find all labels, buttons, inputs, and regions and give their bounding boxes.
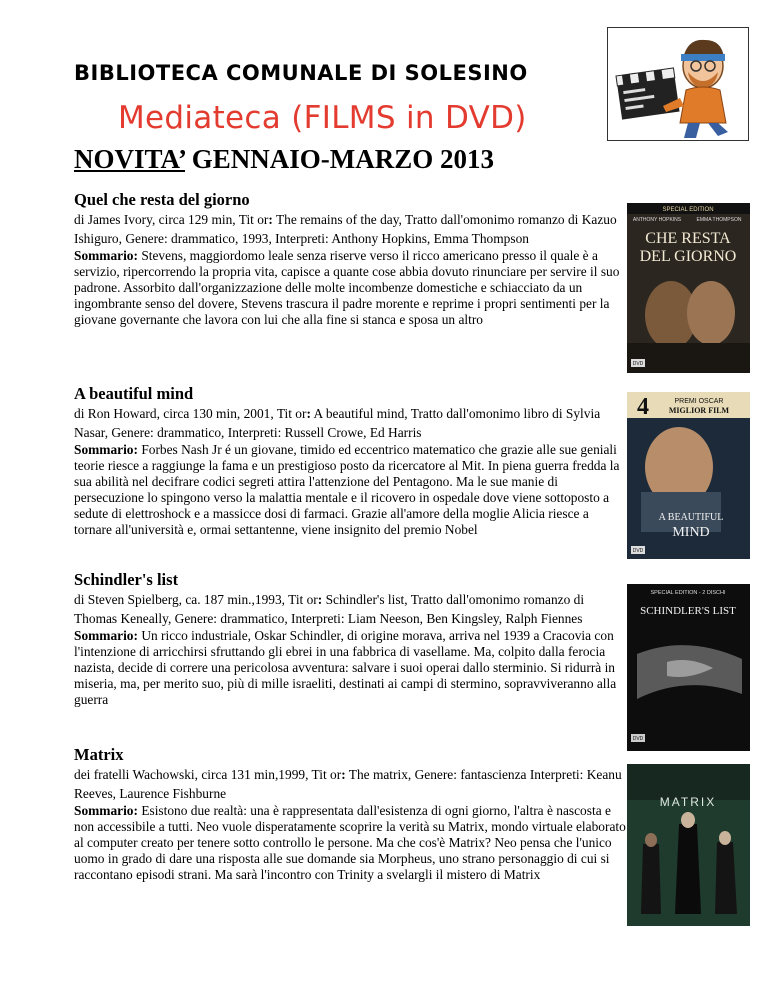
mediateca-title: Mediateca (FILMS in DVD)	[118, 100, 527, 136]
cover-actor2: EMMA THOMPSON	[696, 217, 742, 223]
film-details	[74, 765, 630, 803]
summary-label: Sommario:	[74, 628, 138, 643]
cover-actor1: ANTHONY HOPKINS	[632, 217, 682, 223]
summary-text: Stevens, maggiordomo leale senza riserve verso il ricco americano presso il quale è a servizio, ripercorrendo la propria vita, capisce a quante cose abbia dovuto rinunciare per servire il suo padrone. Assorbito dall'organizzazione delle molte incombenze domestiche e schiacciato da un ingombrante senso del dovere, Stevens trascura il padre morente e reprime i propri sentimenti per la giovane governante che lavora con lui che alla fine si stanca e sposa un altro	[74, 248, 620, 327]
cover-dvd-logo: DVD	[632, 736, 644, 742]
cover-art-icon	[627, 392, 750, 559]
film-entry	[74, 386, 630, 538]
dvd-cover-remains-of-the-day	[627, 203, 750, 373]
details-text: di Steven Spielberg, ca. 187 min.,1993, Tit or	[74, 592, 318, 607]
cover-title-line2: MIND	[672, 525, 710, 540]
clapperboard-icon	[608, 28, 748, 140]
film-details	[74, 210, 630, 248]
cover-edition: SPECIAL EDITION - 2 DISCHI	[650, 590, 726, 596]
novita-word: NOVITA’	[74, 144, 185, 174]
cover-dvd-logo: DVD	[632, 548, 644, 554]
details-colon: :	[306, 406, 311, 421]
cover-art-icon	[627, 584, 750, 751]
summary-text: Forbes Nash Jr é un giovane, timido ed eccentrico matematico che grazie alle sue geniali teorie riesce a raggiunge la fama e un prestigioso posto da ricercatore al Mit. In piena guerra fredda la sua abilità nel decifrare codici segreti attira l'attenzione del Pentagono. Ma le sue manie di persecuzione lo spingono verso la malattia mentale e il ricovero in ospedale dove viene sottoposto a sedute di elettroshock e a massicce dosi di farmaci. Grazie all'amore della moglie Alicia riesce a tornare all'università e, ormai settantenne, viene insignito del premio Nobel	[74, 442, 620, 537]
film-title: Matrix	[74, 745, 124, 764]
cover-dvd-logo: DVD	[632, 361, 644, 367]
details-text: dei fratelli Wachowski, circa 131 min,1999, Tit or	[74, 767, 342, 782]
cover-title-line2: DEL GIORNO	[639, 248, 737, 265]
details-colon: :	[317, 592, 323, 607]
summary-text: Esistono due realtà: una è rappresentata dall'esistenza di ogni giorno, l'altra è nascosta e non accessibile a tutti. Neo vuole disperatamente scoprire la verità su Matrix, mondo virtuale elaborato al computer creato per tenere sotto controllo le persone. Ma che cos'è Matrix? Neo pensa che l'unico uomo in grado di dare una risposta alle sue domande sia Morpheus, uno strano personaggio di cui si raccontano episodi strani. Ma sarà l'incontro con Trinity a svelargli il mistero di Matrix	[74, 803, 626, 882]
details-text: di Ron Howard, circa 130 min, 2001, Tit or	[74, 406, 307, 421]
film-title: A beautiful mind	[74, 384, 194, 403]
dvd-cover-matrix	[627, 764, 750, 926]
film-summary	[74, 248, 630, 328]
summary-label: Sommario:	[74, 442, 138, 457]
film-entry	[74, 572, 630, 708]
details-text-rest: The matrix, Genere: fantascienza Interpreti: Keanu Reeves, Laurence Fishburne	[74, 767, 622, 801]
cover-award-line2: MIGLIOR FILM	[668, 406, 730, 415]
details-colon: :	[341, 767, 346, 782]
film-details	[74, 590, 630, 628]
film-summary	[74, 442, 630, 538]
novita-heading	[74, 144, 494, 175]
cover-title: SCHINDLER'S LIST	[640, 605, 736, 617]
cover-edition: SPECIAL EDITION	[662, 207, 714, 213]
details-colon: :	[268, 212, 273, 227]
film-entry	[74, 192, 630, 328]
dvd-cover-schindlers-list	[627, 584, 750, 751]
library-title: BIBLIOTECA COMUNALE DI SOLESINO	[74, 61, 528, 85]
cover-art-icon	[627, 764, 750, 926]
film-title: Schindler's list	[74, 570, 179, 589]
summary-label: Sommario:	[74, 248, 138, 263]
clapperboard-cartoon-logo	[607, 27, 749, 141]
cover-art-icon	[627, 203, 750, 373]
cover-title: MATRIX	[659, 795, 717, 809]
film-summary	[74, 628, 630, 708]
film-summary	[74, 803, 630, 883]
details-text-rest: Schindler's list, Tratto dall'omonimo romanzo di Thomas Keneally, Genere: drammatico, Interpreti: Liam Neeson, Ben Kingsley, Ralph Fiennes	[74, 592, 585, 626]
cover-oscar-number: 4	[637, 394, 649, 420]
summary-label: Sommario:	[74, 803, 138, 818]
summary-text: Un ricco industriale, Oskar Schindler, di origine morava, arriva nel 1939 a Cracovia con l'intenzione di arricchirsi sfruttando gli ebrei in una fabbrica di vasellame. Ma, colpito dalla ferocia nazista, decide di correre una pericolosa avventura: salvare i suoi operai dallo sterminio. Si ridurrà in miseria, ma, per merito suo, più di mille israeliti, destinati ai campi di stermino, sopravviveranno alla guerra	[74, 628, 617, 707]
dvd-cover-a-beautiful-mind	[627, 392, 750, 559]
film-details	[74, 404, 630, 442]
details-text: di James Ivory, circa 129 min, Tit or	[74, 212, 269, 227]
film-title: Quel che resta del giorno	[74, 190, 250, 209]
cover-award-line1: PREMI OSCAR	[674, 398, 724, 405]
cover-title-line1: A BEAUTIFUL	[658, 512, 724, 523]
details-text-rest: A beautiful mind, Tratto dall'omonimo libro di Sylvia Nasar, Genere: drammatico, Interpreti: Russell Crowe, Ed Harris	[74, 406, 601, 440]
details-text-rest: The remains of the day, Tratto dall'omonimo romanzo di Kazuo Ishiguro, Genere: drammatico, 1993, Interpreti: Anthony Hopkins, Emma Thompson	[74, 212, 617, 246]
film-entry	[74, 747, 630, 883]
novita-period: GENNAIO-MARZO 2013	[185, 144, 494, 174]
cover-title-line1: CHE RESTA	[645, 230, 731, 247]
